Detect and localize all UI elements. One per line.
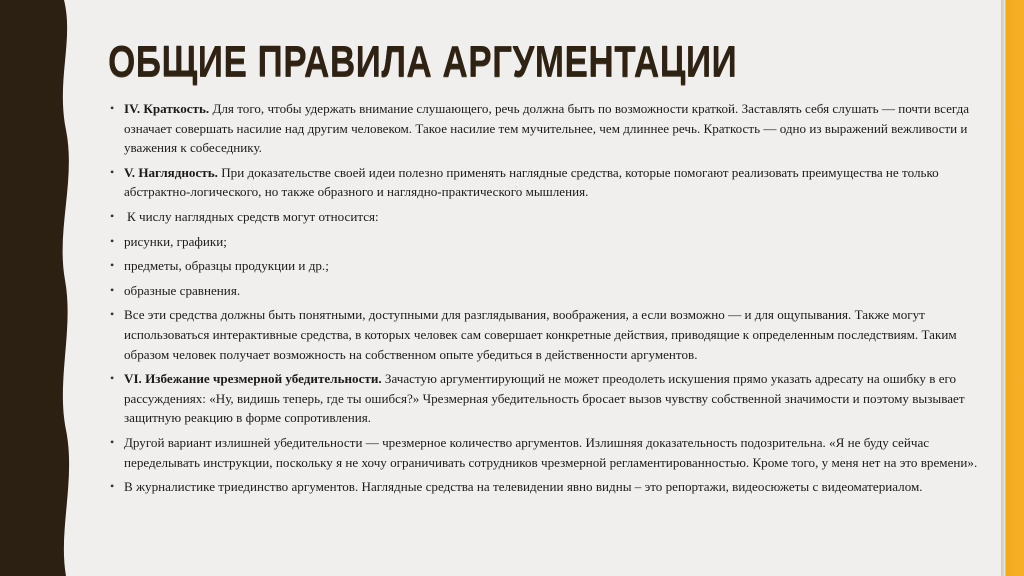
list-item xyxy=(110,477,990,497)
bullet-icon: • xyxy=(110,307,115,322)
bullet-icon: • xyxy=(110,164,115,179)
list-item xyxy=(110,232,990,252)
item-text: образные сравнения. xyxy=(124,282,241,298)
bullet-icon: • xyxy=(110,258,115,273)
bullet-icon: • xyxy=(110,479,115,494)
item-text: Для того, чтобы удержать внимание слушающего, речь должна быть по возможности краткой. Заставлять себя слушать — почти всегда означает совершать насилие над другим человеком. Такое насилие тем мучительнее, чем длиннее речь. Краткость — одно из выражений вежливости и уважения к собеседнику. xyxy=(124,101,970,156)
bullet-icon: • xyxy=(110,101,115,115)
left-wavy-band xyxy=(0,0,69,576)
list-item xyxy=(110,163,990,202)
list-item xyxy=(110,207,990,227)
item-lead: IV. Краткость. xyxy=(124,101,210,116)
list-item xyxy=(110,256,990,276)
item-lead: V. Наглядность. xyxy=(124,164,218,180)
item-text: К числу наглядных средств могут относится: xyxy=(127,208,379,224)
bullet-icon: • xyxy=(110,282,115,297)
list-item xyxy=(110,433,990,472)
list-item xyxy=(110,369,990,428)
item-text: В журналистике триединство аргументов. Наглядные средства на телевидении явно видны – это репортажи, видеосюжеты с видеоматериалом. xyxy=(124,479,923,495)
item-text: При доказательстве своей идеи полезно применять наглядные средства, которые помогают реализовать преимущества не только абстрактно-логического, но также образного и наглядно-практического мышления. xyxy=(124,164,939,200)
bullet-list xyxy=(110,99,990,502)
left-decorative-border xyxy=(0,0,80,576)
list-item xyxy=(110,305,990,364)
item-text: предметы, образцы продукции и др.; xyxy=(124,258,329,274)
bullet-icon: • xyxy=(110,371,115,386)
slide-title: ОБЩИЕ ПРАВИЛА АРГУМЕНТАЦИИ xyxy=(108,37,738,86)
right-accent-band xyxy=(1001,0,1024,576)
list-item xyxy=(110,99,990,158)
bullet-icon: • xyxy=(110,434,115,449)
bullet-icon: • xyxy=(110,233,115,248)
list-item xyxy=(110,281,990,301)
item-text: Другой вариант излишней убедительности — чрезмерное количество аргументов. Излишняя доказательность подозрительна. «Я не буду сейчас переделывать инструкции, поскольку я не хочу ограничивать сотрудников чрезмерной регламентированностью. Кроме того, у меня нет на это времени». xyxy=(124,434,978,470)
bullet-icon: • xyxy=(110,208,115,223)
item-lead: VI. Избежание чрезмерной убедительности. xyxy=(124,371,382,387)
item-text: рисунки, графики; xyxy=(124,233,227,249)
item-text: Все эти средства должны быть понятными, доступными для разглядывания, воображения, а если возможно — и для ощупывания. Также могут использоваться интерактивные средства, в которых человек сам совершает конкретные действия, приводящие к определенным последствиям. Таким образом человек получает возможность на собственном опыте убедиться в действенности аргументов. xyxy=(124,307,957,362)
item-text: Зачастую аргументирующий не может преодолеть искушения прямо указать адресату на ошибку в его рассуждениях: «Ну, видишь теперь, где ты ошибся?» Чрезмерная убедительность бросает вызов чувству собственной значимости и поэтому вызывает защитную реакцию в форме сопротивления. xyxy=(124,371,965,426)
